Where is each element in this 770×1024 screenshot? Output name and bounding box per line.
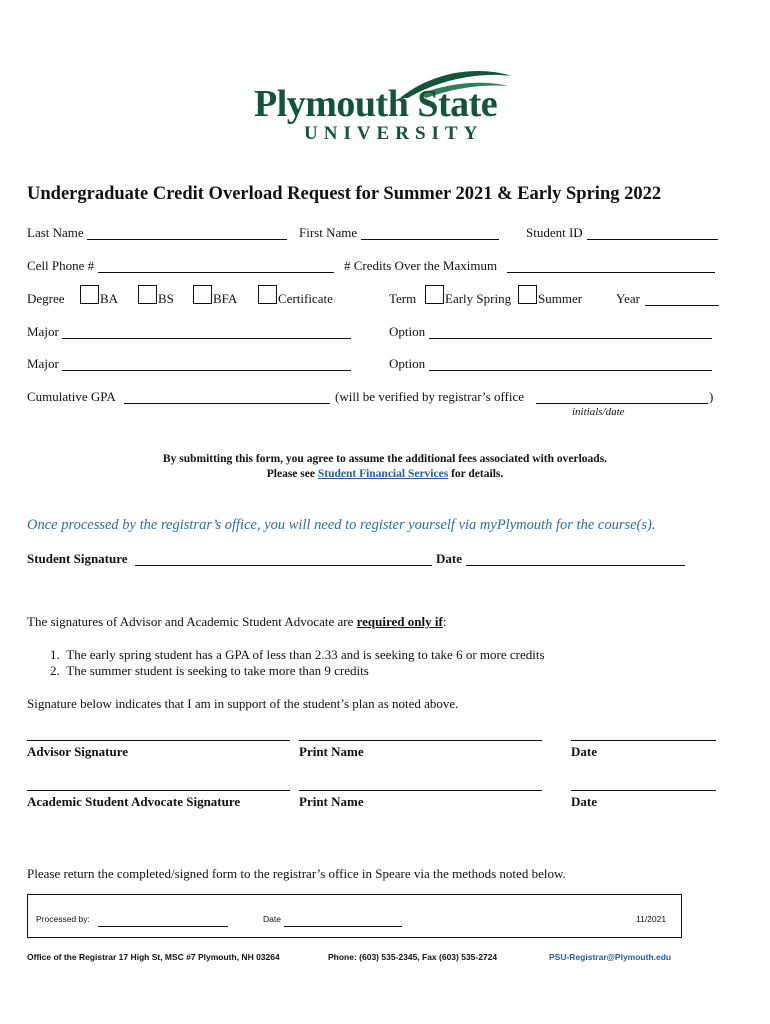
last-name-label: Last Name — [27, 225, 84, 240]
advocate-print-name-label: Print Name — [299, 794, 364, 809]
degree-certificate-checkbox[interactable] — [258, 285, 277, 304]
major-field-2[interactable] — [62, 370, 351, 371]
logo-sub: UNIVERSITY — [304, 123, 484, 144]
register-yourself-note: Once processed by the registrar’s office, you will need to register yourself via myPlymouth for the course(s). — [27, 517, 656, 533]
cell-phone-label: Cell Phone # — [27, 258, 95, 273]
gpa-note: (will be verified by registrar’s office — [335, 389, 525, 404]
advocate-date-label: Date — [571, 794, 597, 809]
student-date-label: Date — [436, 551, 462, 566]
gpa-field[interactable] — [124, 403, 330, 404]
major-label-2: Major — [27, 356, 59, 371]
requirement-item-2: The summer student is seeking to take more than 9 credits — [66, 663, 369, 678]
gpa-note-close: ) — [709, 389, 714, 404]
term-summer-label: Summer — [538, 291, 583, 306]
degree-bfa-checkbox[interactable] — [193, 285, 212, 304]
option-field-2[interactable] — [429, 370, 712, 371]
fees-notice-post: for details. — [448, 468, 504, 480]
advisor-signature-field[interactable] — [27, 740, 290, 741]
initials-date-caption: initials/date — [572, 406, 625, 418]
advisor-print-name-field[interactable] — [299, 740, 542, 741]
processed-by-field[interactable] — [98, 926, 228, 927]
registrar-initials-field[interactable] — [536, 403, 708, 404]
requirement-pre: The signatures of Advisor and Academic Student Advocate are — [27, 614, 357, 629]
advocate-signature-field[interactable] — [27, 790, 290, 791]
last-name-field[interactable] — [87, 239, 287, 240]
term-early-spring-label: Early Spring — [445, 291, 512, 306]
degree-ba-label: BA — [100, 291, 119, 306]
advocate-date-field[interactable] — [571, 790, 716, 791]
option-field-1[interactable] — [429, 338, 712, 339]
advocate-signature-label: Academic Student Advocate Signature — [27, 794, 241, 809]
credits-over-label: # Credits Over the Maximum — [344, 258, 498, 273]
degree-bs-label: BS — [158, 291, 174, 306]
advisor-signature-label: Advisor Signature — [27, 744, 129, 759]
advisor-print-name-label: Print Name — [299, 744, 364, 759]
requirement-text — [27, 614, 446, 630]
advocate-print-name-field[interactable] — [299, 790, 542, 791]
advisor-date-field[interactable] — [571, 740, 716, 741]
student-date-field[interactable] — [466, 565, 685, 566]
option-label-1: Option — [389, 324, 426, 339]
office-date-label: Date — [263, 914, 281, 924]
fees-notice: By submitting this form, you agree to assume the additional fees associated with overloads. — [162, 453, 608, 465]
requirement-item-1: The early spring student has a GPA of less than 2.33 and is seeking to take 6 or more credits — [66, 647, 545, 662]
list-item: 1. The early spring student has a GPA of less than 2.33 and is seeking to take 6 or more credits — [50, 647, 545, 662]
student-id-field[interactable] — [587, 239, 718, 240]
processed-by-label: Processed by: — [36, 914, 90, 924]
cell-phone-field[interactable] — [98, 272, 334, 273]
list-item: 2. The summer student is seeking to take more than 9 credits — [50, 663, 369, 678]
major-field-1[interactable] — [62, 338, 351, 339]
page-title: Undergraduate Credit Overload Request for Summer 2021 & Early Spring 2022 — [27, 184, 662, 204]
option-label-2: Option — [389, 356, 426, 371]
term-label: Term — [389, 291, 417, 306]
degree-bs-checkbox[interactable] — [138, 285, 157, 304]
office-use-box — [27, 894, 682, 938]
footer-email[interactable]: PSU-Registrar@Plymouth.edu — [549, 952, 672, 962]
fees-notice-line2 — [0, 468, 770, 480]
return-note: Please return the completed/signed form to the registrar’s office in Speare via the methods noted below. — [27, 866, 566, 881]
student-id-label: Student ID — [526, 225, 583, 240]
student-signature-field[interactable] — [135, 565, 432, 566]
requirement-post: : — [442, 614, 447, 629]
footer-phone: Phone: (603) 535-2345, Fax (603) 535-2724 — [328, 952, 498, 962]
student-signature-label: Student Signature — [27, 551, 128, 566]
first-name-label: First Name — [299, 225, 358, 240]
gpa-label: Cumulative GPA — [27, 389, 116, 404]
first-name-field[interactable] — [361, 239, 499, 240]
logo-name: Plymouth State — [254, 83, 498, 125]
requirement-emphasis: required only if — [356, 614, 443, 629]
term-summer-checkbox[interactable] — [518, 285, 537, 304]
degree-ba-checkbox[interactable] — [80, 285, 99, 304]
year-field[interactable] — [645, 305, 719, 306]
form-version: 11/2021 — [636, 914, 667, 924]
degree-certificate-label: Certificate — [278, 291, 333, 306]
footer-address: Office of the Registrar 17 High St, MSC #7 Plymouth, NH 03264 — [27, 952, 280, 962]
credits-over-field[interactable] — [507, 272, 715, 273]
major-label-1: Major — [27, 324, 59, 339]
office-date-field[interactable] — [284, 926, 402, 927]
student-financial-services-link[interactable]: Student Financial Services — [317, 468, 449, 480]
degree-bfa-label: BFA — [213, 291, 238, 306]
term-early-spring-checkbox[interactable] — [425, 285, 444, 304]
year-label: Year — [616, 291, 640, 306]
university-logo — [250, 64, 520, 149]
support-note: Signature below indicates that I am in support of the student’s plan as noted above. — [27, 696, 459, 711]
fees-notice-pre: Please see — [266, 468, 318, 480]
degree-label: Degree — [27, 291, 65, 306]
advisor-date-label: Date — [571, 744, 597, 759]
